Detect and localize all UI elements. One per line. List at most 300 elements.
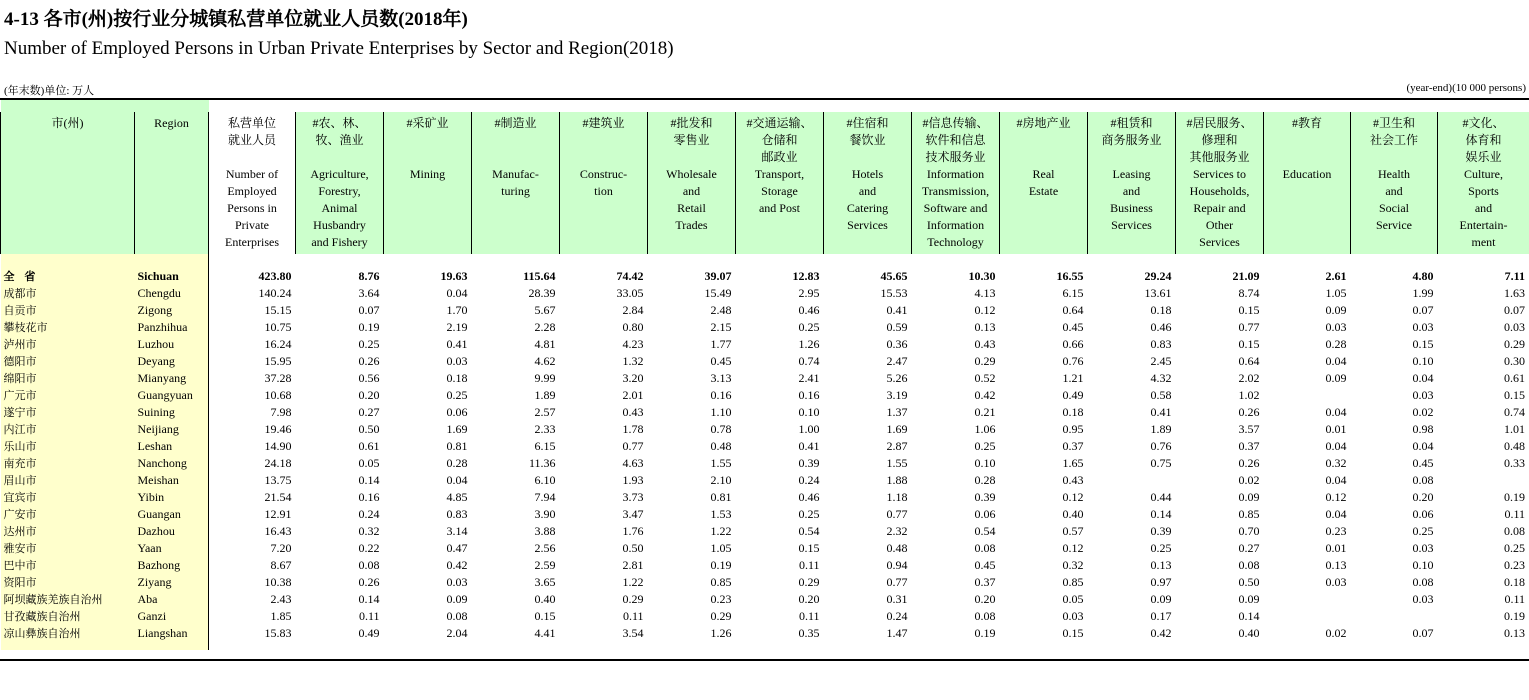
table-row [1, 591, 1529, 608]
header-region: Region [135, 112, 209, 254]
table-cell: 8.74 [1238, 286, 1260, 300]
table-cell: 1.69 [446, 422, 468, 436]
table-cell: 0.19 [358, 320, 380, 334]
table-cell: 0.42 [1150, 626, 1172, 640]
region-name-en: Bazhong [135, 557, 209, 574]
table-cell: 1.93 [622, 473, 644, 487]
table-cell: 0.48 [886, 541, 908, 555]
table-cell: 0.50 [358, 422, 380, 436]
table-cell: 0.10 [1412, 558, 1434, 572]
table-cell: 0.74 [798, 354, 820, 368]
table-cell: 0.40 [1062, 507, 1084, 521]
table-cell: 0.46 [798, 490, 820, 504]
header-col-5 [648, 112, 736, 254]
header-cn-line: 体育和 [1465, 133, 1502, 147]
table-cell: 0.95 [1062, 422, 1084, 436]
table-cell: 0.59 [886, 320, 908, 334]
header-cn-line: #制造业 [494, 116, 537, 130]
table-cell: 3.64 [358, 286, 380, 300]
table-cell: 7.94 [534, 490, 556, 504]
table-cell: 5.26 [886, 371, 908, 385]
region-name-en: Luzhou [135, 336, 209, 353]
table-cell: 0.40 [534, 592, 556, 606]
region-name-cn: 巴中市 [1, 557, 135, 574]
table-cell: 0.50 [622, 541, 644, 555]
table-cell: 1.85 [270, 609, 292, 623]
header-en-line: Other [1205, 218, 1234, 232]
table-cell: 0.30 [1504, 354, 1525, 368]
table-cell: 0.10 [974, 456, 996, 470]
table-cell [1438, 472, 1529, 489]
table-row [1, 404, 1529, 421]
header-en-line: Trades [675, 218, 708, 232]
header-cn-line: #信息传输、 [922, 116, 989, 130]
table-cell: 1.55 [710, 456, 732, 470]
table-cell: 0.05 [358, 456, 380, 470]
table-cell: 0.12 [1325, 490, 1347, 504]
header-cn-line: #房地产业 [1016, 116, 1071, 130]
table-cell: 19.46 [264, 422, 292, 436]
unit-note-cn: (年末数)单位: 万人 [4, 85, 95, 97]
table-cell: 0.28 [1325, 337, 1347, 351]
table-cell: 0.16 [710, 388, 732, 402]
table-cell: 0.14 [358, 473, 380, 487]
header-en-line: Real [1032, 167, 1055, 181]
table-cell: 0.85 [1062, 575, 1084, 589]
table-cell: 0.40 [1238, 626, 1260, 640]
table-cell: 0.77 [886, 507, 908, 521]
table-cell: 0.09 [1325, 371, 1347, 385]
table-cell: 4.80 [1412, 269, 1434, 283]
table-cell: 0.03 [446, 575, 468, 589]
table-cell: 1.26 [798, 337, 820, 351]
table-cell: 6.10 [534, 473, 556, 487]
table-cell: 0.07 [358, 303, 380, 317]
table-cell: 0.41 [446, 337, 468, 351]
header-col-7 [824, 112, 912, 254]
region-name-cn: 宜宾市 [1, 489, 135, 506]
table-cell: 0.04 [446, 473, 468, 487]
table-cell: 0.83 [1150, 337, 1172, 351]
table-cell: 0.47 [446, 541, 468, 555]
table-cell: 1.32 [622, 354, 644, 368]
region-name-cn: 成都市 [1, 285, 135, 302]
table-cell: 0.24 [886, 609, 908, 623]
region-name-en: Ganzi [135, 608, 209, 625]
table-cell: 0.18 [1504, 575, 1525, 589]
table-cell: 0.15 [1062, 626, 1084, 640]
header-en-line: Service [1376, 218, 1412, 232]
table-cell: 2.57 [534, 405, 556, 419]
table-row [1, 625, 1529, 650]
region-name-en: Meishan [135, 472, 209, 489]
header-en-line: and [858, 184, 877, 198]
header-en-line: and [682, 184, 701, 198]
table-cell: 2.33 [534, 422, 556, 436]
region-name-en: Ziyang [135, 574, 209, 591]
table-row [1, 387, 1529, 404]
header-en-line: and [1474, 201, 1493, 215]
table-cell: 0.04 [1325, 439, 1347, 453]
table-cell: 0.06 [446, 405, 468, 419]
table-cell: 0.18 [1062, 405, 1084, 419]
table-cell: 0.97 [1150, 575, 1172, 589]
header-col-11 [1176, 112, 1264, 254]
table-cell: 0.03 [1325, 575, 1347, 589]
region-name-en: Guangyuan [135, 387, 209, 404]
table-cell: 0.02 [1238, 473, 1260, 487]
table-cell: 1.06 [974, 422, 996, 436]
table-cell: 0.11 [1504, 592, 1525, 606]
table-row [1, 438, 1529, 455]
table-cell: 7.98 [270, 405, 292, 419]
table-cell: 0.08 [1238, 558, 1260, 572]
table-cell: 0.45 [1062, 320, 1084, 334]
table-cell: 1.89 [534, 388, 556, 402]
table-cell: 1.65 [1062, 456, 1084, 470]
table-row [1, 608, 1529, 625]
table-cell: 14.90 [264, 439, 292, 453]
table-cell: 2.61 [1325, 269, 1347, 283]
table-cell: 2.43 [270, 592, 292, 606]
table-cell: 0.26 [1238, 456, 1260, 470]
table-cell: 0.36 [886, 337, 908, 351]
table-cell: 13.61 [1144, 286, 1172, 300]
table-cell: 7.11 [1504, 269, 1525, 283]
table-cell: 0.19 [1504, 490, 1525, 504]
table-cell [1264, 591, 1351, 608]
table-cell: 0.23 [710, 592, 732, 606]
table-cell: 0.58 [1150, 388, 1172, 402]
header-en-line: tion [594, 184, 613, 198]
region-name-en: Neijiang [135, 421, 209, 438]
header-en-line: Number of [225, 167, 279, 181]
table-cell: 4.62 [534, 354, 556, 368]
table-cell: 3.65 [534, 575, 556, 589]
table-cell: 0.43 [1062, 473, 1084, 487]
table-cell: 3.19 [886, 388, 908, 402]
header-en-line: Information [926, 218, 985, 232]
table-cell: 0.13 [1150, 558, 1172, 572]
table-cell: 0.26 [358, 575, 380, 589]
header-col-14 [1438, 112, 1529, 254]
table-cell: 15.49 [704, 286, 732, 300]
table-cell: 0.64 [1062, 303, 1084, 317]
table-cell: 0.15 [1238, 303, 1260, 317]
region-name-cn: 凉山彝族自治州 [1, 625, 135, 650]
table-cell: 2.59 [534, 558, 556, 572]
header-row [1, 112, 1529, 254]
table-cell: 1.76 [622, 524, 644, 538]
header-cn-line: 餐饮业 [849, 133, 886, 147]
header-cn-line: #教育 [1291, 116, 1322, 130]
header-en-line: Culture, [1464, 167, 1503, 181]
table-cell: 0.03 [1412, 592, 1434, 606]
header-cn-line: #批发和 [670, 116, 713, 130]
region-name-cn: 乐山市 [1, 438, 135, 455]
table-cell: 0.52 [974, 371, 996, 385]
table-cell: 0.32 [1062, 558, 1084, 572]
table-cell: 0.25 [1150, 541, 1172, 555]
header-cn-line: 仓储和 [761, 133, 798, 147]
table-cell: 6.15 [534, 439, 556, 453]
table-cell: 0.29 [798, 575, 820, 589]
table-cell: 2.48 [710, 303, 732, 317]
table-cell: 15.15 [264, 303, 292, 317]
table-cell: 1.22 [622, 575, 644, 589]
table-cell: 0.16 [358, 490, 380, 504]
table-cell: 0.83 [446, 507, 468, 521]
table-cell: 0.15 [1238, 337, 1260, 351]
header-en-line: Transport, [754, 167, 805, 181]
header-col-1 [296, 112, 384, 254]
table-row [1, 336, 1529, 353]
region-name-cn: 绵阳市 [1, 370, 135, 387]
header-en-line: Persons in [227, 201, 277, 215]
table-cell: 0.61 [1504, 371, 1525, 385]
table-cell: 0.20 [1412, 490, 1434, 504]
table-cell: 0.27 [358, 405, 380, 419]
table-cell: 2.45 [1150, 354, 1172, 368]
table-cell: 0.24 [798, 473, 820, 487]
table-cell: 1.18 [886, 490, 908, 504]
header-col-4 [560, 112, 648, 254]
header-cn-line: #租赁和 [1110, 116, 1153, 130]
table-cell: 1.01 [1504, 422, 1525, 436]
table-cell: 4.13 [974, 286, 996, 300]
table-cell: 0.11 [798, 558, 820, 572]
table-cell: 0.04 [1325, 507, 1347, 521]
region-name-cn: 南充市 [1, 455, 135, 472]
region-name-en: Panzhihua [135, 319, 209, 336]
table-cell: 0.46 [798, 303, 820, 317]
region-name-en: Guangan [135, 506, 209, 523]
table-cell: 45.65 [880, 269, 908, 283]
header-cn-line: 私营单位 [227, 116, 276, 130]
table-cell: 0.42 [446, 558, 468, 572]
table-cell: 0.04 [1412, 439, 1434, 453]
table-cell: 0.64 [1238, 354, 1260, 368]
table-cell [1264, 387, 1351, 404]
header-cn-line: 就业人员 [227, 133, 276, 147]
table-cell: 0.25 [446, 388, 468, 402]
header-en-line: Social [1379, 201, 1409, 215]
header-cn-line: 娱乐业 [1465, 150, 1502, 164]
header-en-line: Services [1199, 235, 1240, 249]
table-cell: 0.08 [1504, 524, 1525, 538]
table-cell: 0.04 [1325, 473, 1347, 487]
header-en-line: Entertain- [1459, 218, 1508, 232]
table-cell: 0.94 [886, 558, 908, 572]
table-cell: 0.33 [1504, 456, 1525, 470]
table-cell: 2.84 [622, 303, 644, 317]
table-cell: 0.74 [1504, 405, 1525, 419]
table-cell: 1.02 [1238, 388, 1260, 402]
table-cell: 0.85 [1238, 507, 1260, 521]
table-cell: 0.42 [974, 388, 996, 402]
table-cell: 0.07 [1412, 626, 1434, 640]
table-cell: 0.01 [1325, 422, 1347, 436]
table-cell: 0.08 [974, 609, 996, 623]
table-cell: 2.81 [622, 558, 644, 572]
table-cell: 12.91 [264, 507, 292, 521]
table-row [1, 506, 1529, 523]
header-col-6 [736, 112, 824, 254]
table-cell: 0.04 [1325, 405, 1347, 419]
region-name-cn: 泸州市 [1, 336, 135, 353]
header-col-12 [1264, 112, 1351, 254]
table-cell: 0.03 [1504, 320, 1525, 334]
table-cell: 4.81 [534, 337, 556, 351]
table-cell: 0.80 [622, 320, 644, 334]
table-cell: 10.68 [264, 388, 292, 402]
header-en-line: and Fishery [311, 235, 368, 249]
table-cell: 0.11 [622, 609, 644, 623]
table-cell: 0.49 [1062, 388, 1084, 402]
table-cell: 1.05 [1325, 286, 1347, 300]
table-cell: 0.13 [974, 320, 996, 334]
table-cell: 0.08 [446, 609, 468, 623]
table-cell: 2.02 [1238, 371, 1260, 385]
header-cn-line: 商务服务业 [1101, 133, 1162, 147]
table-cell: 1.89 [1150, 422, 1172, 436]
table-cell: 0.15 [1412, 337, 1434, 351]
table-cell: 0.14 [358, 592, 380, 606]
table-cell: 4.23 [622, 337, 644, 351]
header-col-3 [472, 112, 560, 254]
header-en-line: Business [1110, 201, 1153, 215]
region-name-cn: 甘孜藏族自治州 [1, 608, 135, 625]
table-row [1, 319, 1529, 336]
table-cell: 0.75 [1150, 456, 1172, 470]
table-cell: 0.08 [1412, 473, 1434, 487]
table-cell: 0.25 [1504, 541, 1525, 555]
header-en-line: Hotels [851, 167, 884, 181]
table-cell: 3.47 [622, 507, 644, 521]
table-title-cn: 4-13 各市(州)按行业分城镇私营单位就业人员数(2018年) [4, 9, 468, 30]
header-en-line: Information [926, 167, 985, 181]
header-en-line: Catering [846, 201, 889, 215]
header-cn-line: #住宿和 [846, 116, 889, 130]
table-row [1, 285, 1529, 302]
header-en-line: Wholesale [666, 167, 717, 181]
table-cell: 3.57 [1238, 422, 1260, 436]
table-cell: 16.55 [1056, 269, 1084, 283]
table-cell: 0.22 [358, 541, 380, 555]
table-cell: 0.25 [798, 507, 820, 521]
table-cell: 2.15 [710, 320, 732, 334]
table-cell: 1.78 [622, 422, 644, 436]
header-en-line: Manufac- [492, 167, 539, 181]
header-en-line: turing [501, 184, 530, 198]
table-cell: 9.99 [534, 371, 556, 385]
header-en-line: Households, [1189, 184, 1250, 198]
table-cell: 0.29 [710, 609, 732, 623]
table-cell: 0.78 [710, 422, 732, 436]
table-cell: 15.53 [880, 286, 908, 300]
table-cell: 0.45 [974, 558, 996, 572]
table-cell: 1.77 [710, 337, 732, 351]
table-cell: 0.28 [446, 456, 468, 470]
header-en-line: Sports [1468, 184, 1499, 198]
region-name-en: Mianyang [135, 370, 209, 387]
region-name-cn: 遂宁市 [1, 404, 135, 421]
table-cell: 0.04 [446, 286, 468, 300]
table-cell: 1.53 [710, 507, 732, 521]
table-cell: 0.37 [1238, 439, 1260, 453]
table-cell: 0.25 [974, 439, 996, 453]
table-cell [1351, 608, 1438, 625]
header-en-line: and Post [758, 201, 800, 215]
region-name-en: Yaan [135, 540, 209, 557]
table-cell: 0.09 [1238, 592, 1260, 606]
table-cell: 10.30 [968, 269, 996, 283]
table-cell: 10.75 [264, 320, 292, 334]
table-body [1, 254, 1529, 650]
table-cell: 0.08 [1412, 575, 1434, 589]
table-cell: 0.25 [358, 337, 380, 351]
header-en-line: Private [235, 218, 269, 232]
table-cell: 0.21 [974, 405, 996, 419]
header-en-line: and [1385, 184, 1403, 198]
header-en-line: Employed [227, 184, 277, 198]
header-en-line: Enterprises [225, 235, 279, 249]
table-cell: 33.05 [616, 286, 644, 300]
header-en-line: Mining [409, 167, 446, 181]
table-cell: 0.25 [1412, 524, 1434, 538]
header-cn-line: 邮政业 [761, 150, 798, 164]
header-en-line: ment [1471, 235, 1496, 249]
table-cell: 2.87 [886, 439, 908, 453]
table-cell: 37.28 [264, 371, 292, 385]
table-cell: 0.76 [1150, 439, 1172, 453]
table-cell: 0.03 [1412, 388, 1434, 402]
table-cell: 3.88 [534, 524, 556, 538]
table-cell: 1.21 [1062, 371, 1084, 385]
table-cell: 0.46 [1150, 320, 1172, 334]
table-cell: 0.32 [1325, 456, 1347, 470]
table-cell: 0.04 [1412, 371, 1434, 385]
table-cell: 0.13 [1504, 626, 1525, 640]
table-cell [1088, 472, 1176, 489]
table-cell: 4.63 [622, 456, 644, 470]
table-row [1, 472, 1529, 489]
table-cell: 21.09 [1232, 269, 1260, 283]
header-cn-line: 技术服务业 [925, 150, 986, 164]
table-cell: 0.10 [798, 405, 820, 419]
header-en-line: and [1122, 184, 1141, 198]
header-cn-line: #交通运输、 [746, 116, 813, 130]
table-row [1, 370, 1529, 387]
table-cell: 2.10 [710, 473, 732, 487]
header-en-line: Transmission, [921, 184, 990, 198]
table-cell: 0.24 [358, 507, 380, 521]
table-cell: 21.54 [264, 490, 292, 504]
table-cell: 3.73 [622, 490, 644, 504]
header-cn-line: 修理和 [1201, 133, 1238, 147]
table-cell: 28.39 [528, 286, 556, 300]
table-cell: 0.01 [1325, 541, 1347, 555]
header-cn-line: #建筑业 [582, 116, 625, 130]
region-name-en: Liangshan [135, 625, 209, 650]
table-cell: 11.36 [528, 456, 556, 470]
header-en-line: Services [847, 218, 888, 232]
table-cell: 0.15 [798, 541, 820, 555]
table-cell: 0.12 [1062, 490, 1084, 504]
table-cell: 1.26 [710, 626, 732, 640]
table-cell: 1.99 [1412, 286, 1434, 300]
table-cell: 0.20 [974, 592, 996, 606]
